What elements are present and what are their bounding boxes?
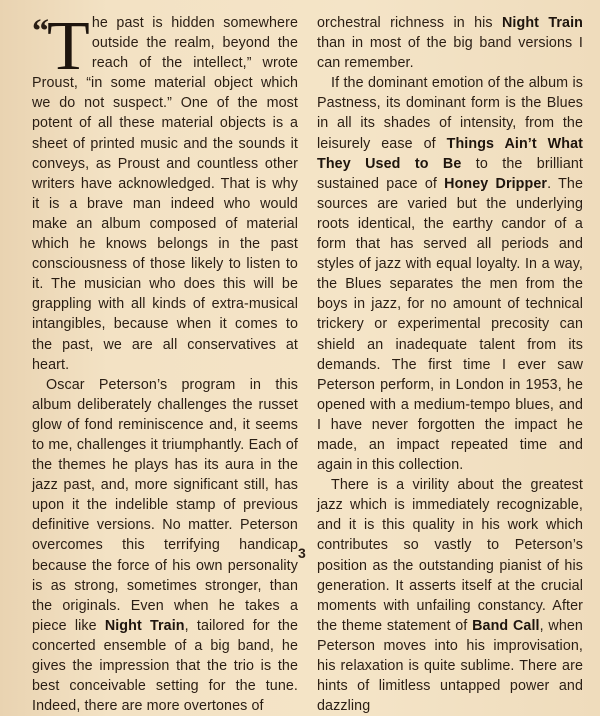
paragraph-text: , tailored for the concerted ensemble of a big band, he gives the impression that the trio is the best conceivable setting for the tune. Indeed, there are more overtones of (32, 617, 298, 715)
paragraph-peterson-program (32, 375, 298, 716)
paragraph-text: orchestral richness in his (317, 15, 502, 31)
right-column (317, 13, 583, 716)
song-title-honey-dripper: Honey Dripper (444, 175, 548, 192)
open-quote-mark: “ (32, 13, 46, 50)
paragraph-blues (317, 73, 583, 475)
drop-cap-letter: T (47, 8, 90, 85)
song-title-night-train: Night Train (104, 617, 185, 634)
left-column (32, 8, 298, 716)
paragraph-proust-quote (32, 8, 298, 375)
paragraph-text: If the dominant emotion of the album is Pastness, its dominant form is the Blues in all its shades of intensity, from the leisurely ease of (317, 75, 583, 152)
paragraph-text: he past is hidden somewhere outside the realm, beyond the reach of the intellect,” wrote Proust, “in some material object which we do not suspect.” One of the most potent of all these material objects is a sheet of printed music and the sounds it conveys, as Proust and countless other writers have acknowledged. That is why it is a brave man indeed who would make an album composed of material which he knows belongs in the past consciousness of those likely to listen to it. The musician who does this will be grappling with all kinds of extra-musical intangibles, because when it comes to the past, we are all conservatives at heart. (32, 15, 298, 373)
paragraph-text: Oscar Peterson’s program in this album deliberately challenges the russet glow of fond reminiscence and, it seems to me, challenges it triumphantly. Each of the themes he plays has its aura in the jazz past, and, more significant still, has upon it the indelible stamp of previous definitive versions. No matter. Peterson overcomes this terrifying handicap because the force of his own personality is as strong, sometimes stronger, than the originals. Even when he takes a piece like (32, 376, 298, 634)
paragraph-text: than in most of the big band versions I can remember. (317, 35, 583, 72)
song-title-night-train: Night Train (501, 15, 583, 31)
paragraph-text: There is a virility about the greatest jazz which is immediately recognizable, and it is this quality in his work which contributes so vastly to Peterson’s position as the outstanding pianist of his generation. It asserts itself at the crucial moments with unfailing constancy. After the theme statement of (317, 477, 583, 634)
paragraph-virility (317, 475, 583, 716)
paragraph-continued (317, 13, 583, 73)
song-title-things-aint-what-they-used-to-be: Things Ain’t What They Used to Be (317, 135, 583, 172)
page-number: 3 (298, 545, 306, 561)
drop-cap-block (32, 8, 90, 85)
paragraph-text: to the brilliant sustained pace of (317, 155, 583, 192)
song-title-band-call: Band Call (472, 617, 540, 634)
paragraph-text: . The sources are varied but the underlying roots identical, the earthy candor of a form that has served all periods and styles of jazz with equal loyalty. In a way, the Blues separates the men from the boys in jazz, for no amount of technical trickery or experimental precosity can shield an inadequate talent from its demands. The first time I ever saw Peterson perform, in London in 1953, he opened with a medium-tempo blues, and I have never forgotten the impact he made, an impact repeated time and again in this collection. (317, 175, 584, 474)
paragraph-text: , when Peterson moves into his improvisation, his relaxation is quite sublime. There are hints of limitless untapped power and dazzling (317, 617, 583, 715)
